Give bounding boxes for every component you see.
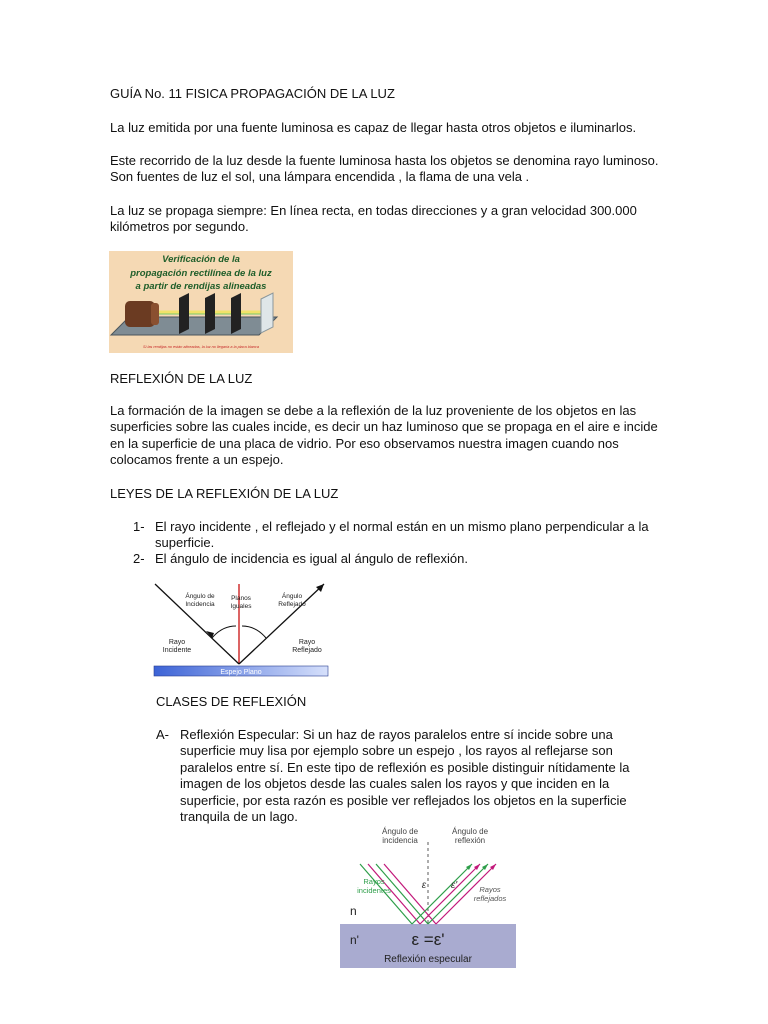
reflexion-line: La formación de la imagen se debe a la reflexión de la luz proveniente de los objetos en las [110,403,637,418]
list-item-line: superficie muy lisa por ejemplo sobre un espejo , los rayos al reflejarse son [180,743,613,758]
angle-reflection-label: Ángulo de [451,827,489,836]
rectilinear-propagation-figure [109,251,293,353]
epsilon-prime-label: ε' [450,880,458,891]
incident-rays-label: incidentes [357,886,391,895]
figure-caption: Si las rendijas no están alineadas, la luz no llegaría a la placa blanca [143,345,259,349]
angle-reflected-label: Reflejado [278,601,306,608]
list-item-line: superficie. [155,535,215,550]
list-item-line: El rayo incidente , el reflejado y el normal están en un mismo plano perpendicular a la [155,519,649,534]
lamp [125,301,155,327]
reflexion-line: en la superficie de una placa de vidrio. Por eso observamos nuestra imagen cuando nos [110,436,619,451]
list-item-line: imagen de los objetos desde las cuales salen los rayos y que inciden en la [180,776,610,791]
reflected-ray-label: Reflejado [292,647,322,654]
list-number: 2- [133,551,145,566]
intro-line: Son fuentes de luz el sol, una lámpara encendida , la flama de una vela . [110,169,530,184]
angle-incidence-label: Ángulo de [185,593,215,600]
list-letter: A- [156,727,169,742]
figure-title-line: a partir de rendijas alineadas [135,281,267,292]
mirror-label: Espejo Plano [220,669,262,676]
slit-plate [179,293,189,334]
page-title: GUÍA No. 11 FISICA PROPAGACIÓN DE LA LUZ [110,86,395,101]
section-heading: REFLEXIÓN DE LA LUZ [110,371,253,386]
medium-n-prime-label: n' [350,933,359,947]
angle-incidence-label: Incidencia [185,601,215,608]
white-plate [261,293,273,333]
equal-planes-label: Iguales [230,603,252,610]
intro-line: La luz se propaga siempre: En línea recta, en todas direcciones y a gran velocidad 300.000 [110,203,637,218]
reflected-ray [412,864,472,924]
figure-caption: Reflexión especular [384,954,472,965]
slit-plate [231,293,241,334]
medium-n-label: n [350,904,357,918]
incident-ray-label: Rayo [168,639,186,646]
angle-reflection-label: reflexión [454,836,486,845]
list-item-line: El ángulo de incidencia es igual al ángulo de reflexión. [155,551,468,566]
incident-ray-label: Incidente [162,647,192,654]
reflected-rays-label: reflejados [473,894,507,903]
lamp-lens [151,303,159,325]
angle-reflected-label: Ángulo [281,593,303,600]
intro-line: La luz emitida por una fuente luminosa es capaz de llegar hasta otros objetos e iluminarlos. [110,120,637,135]
reflexion-line: colocamos frente a un espejo. [110,452,284,467]
list-item-line: paralelos entre sí. En este tipo de reflexión es posible distinguir nítidamente la [180,760,630,775]
reflected-ray [420,864,480,924]
section-heading: LEYES DE LA REFLEXIÓN DE LA LUZ [110,486,339,501]
figure-title-line: propagación rectilínea de la luz [130,268,272,279]
reflected-rays-label: Rayos [479,885,501,894]
intro-line: Este recorrido de la luz desde la fuente luminosa hasta los objetos se denomina rayo luminoso. [110,153,659,168]
list-number: 1- [133,519,145,534]
reflexion-line: superficies sobre las cuales incide, es decir un haz luminoso que se propaga en el aire e incide [110,419,658,434]
incident-rays-label: Rayos [363,877,385,886]
list-item-line: superficie, por esta razón es posible ver reflejados los objetos en la superficie [180,793,627,808]
intro-line: kilómetros por segundo. [110,219,249,234]
angle-incidence-label: incidencia [382,836,418,845]
section-heading: CLASES DE REFLEXIÓN [156,694,307,709]
reflection-law-diagram [150,580,330,678]
specular-reflection-diagram [340,824,518,969]
list-item-line: Reflexión Especular: Si un haz de rayos paralelos entre sí incide sobre una [180,727,613,742]
equal-planes-label: Planos [231,595,251,602]
reflection-arc [242,626,266,638]
reflected-ray-label: Rayo [298,639,316,646]
list-item-line: tranquila de un lago. [180,809,298,824]
incidence-arc [212,626,236,638]
slit-plate [205,293,215,334]
angle-incidence-label: Ángulo de [381,827,419,836]
figure-title-line: Verificación de la [162,254,240,265]
equation-label: ε =ε' [411,930,445,949]
epsilon-label: ε [421,880,427,891]
